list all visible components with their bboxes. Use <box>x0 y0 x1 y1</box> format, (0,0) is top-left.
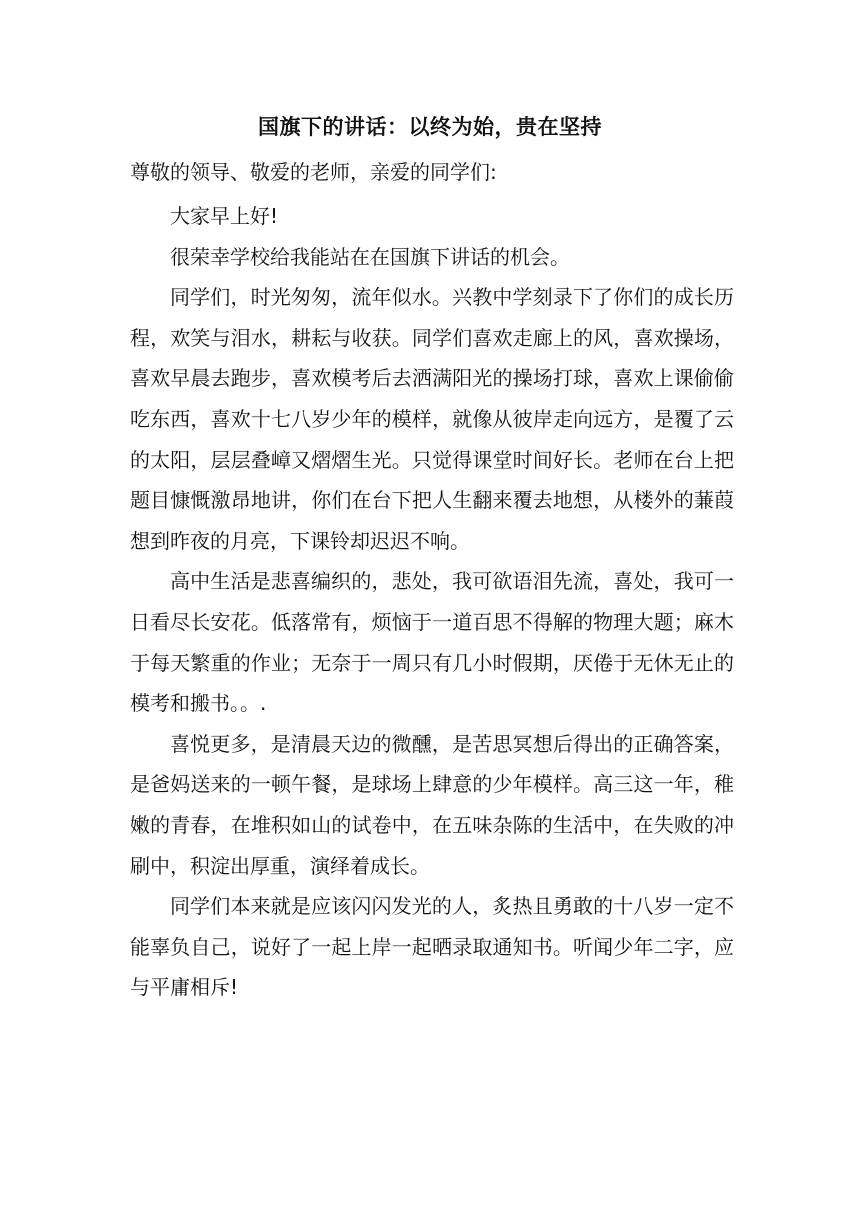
paragraph-joy: 喜悦更多，是清晨天边的微醺，是苦思冥想后得出的正确答案，是爸妈送来的一顿午餐，是球场上肆意的少年模样。高三这一年，稚嫩的青春，在堆积如山的试卷中，在五味杂陈的生活中，在失败的冲刷中，积淀出厚重，演绎着成长。 <box>130 731 734 878</box>
paragraph-shine: 同学们本来就是应该闪闪发光的人，炙热且勇敢的十八岁一定不能辜负自己，说好了一起上岸一起晒录取通知书。听闻少年二字，应与平庸相斥! <box>130 894 734 1000</box>
paragraph-greeting: 大家早上好! <box>170 204 279 228</box>
paragraph-high-school-life: 高中生活是悲喜编织的，悲处，我可欲语泪先流，喜处，我可一日看尽长安花。低落常有，烦恼于一道百思不得解的物理大题；麻木于每天繁重的作业；无奈于一周只有几小时假期，厌倦于无休无止的模考和搬书。。. <box>130 569 734 716</box>
salutation: 尊敬的领导、敬爱的老师，亲爱的同学们: <box>130 160 497 184</box>
paragraph-time: 同学们，时光匆匆，流年似水。兴教中学刻录下了你们的成长历程，欢笑与泪水，耕耘与收获。同学们喜欢走廊上的风，喜欢操场，喜欢早晨去跑步，喜欢模考后去洒满阳光的操场打球，喜欢上课偷偷吃东西，喜欢十七八岁少年的模样，就像从彼岸走向远方，是覆了云的太阳，层层叠嶂又熠熠生光。只觉得课堂时间好长。老师在台上把题目慷慨激昂地讲，你们在台下把人生翻来覆去地想，从楼外的蒹葭想到昨夜的月亮，下课铃却迟迟不响。 <box>130 285 734 553</box>
paragraph-thanks: 很荣幸学校给我能站在在国旗下讲话的机会。 <box>170 244 570 269</box>
document-title: 国旗下的讲话：以终为始，贵在坚持 <box>258 115 602 139</box>
document-body <box>130 196 734 1008</box>
